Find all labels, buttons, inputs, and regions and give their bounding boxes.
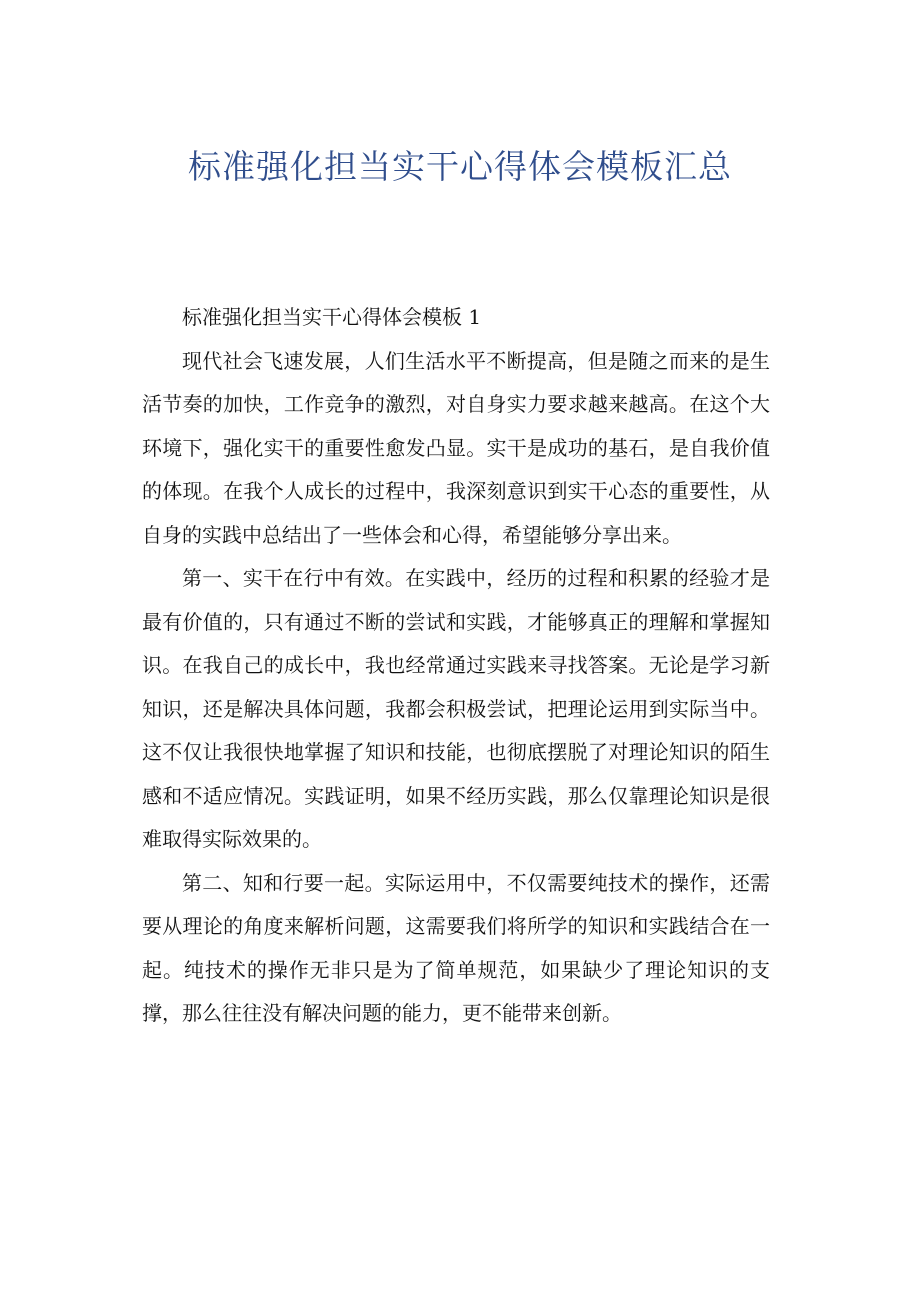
document-body (142, 296, 770, 1036)
paragraph-point-two: 第二、知和行要一起。实际运用中，不仅需要纯技术的操作，还需要从理论的角度来解析问题，这需要我们将所学的知识和实践结合在一起。纯技术的操作无非只是为了简单规范，如果缺少了理论知识的支撑，那么往往没有解决问题的能力，更不能带来创新。 (142, 870, 770, 1025)
paragraph-intro: 现代社会飞速发展，人们生活水平不断提高，但是随之而来的是生活节奏的加快，工作竞争的激烈，对自身实力要求越来越高。在这个大环境下，强化实干的重要性愈发凸显。实干是成功的基石，是自我价值的体现。在我个人成长的过程中，我深刻意识到实干心态的重要性，从自身的实践中总结出了一些体会和心得，希望能够分享出来。 (142, 348, 770, 547)
paragraph-point-one: 第一、实干在行中有效。在实践中，经历的过程和积累的经验才是最有价值的，只有通过不断的尝试和实践，才能够真正的理解和掌握知识。在我自己的成长中，我也经常通过实践来寻找答案。无论是学习新知识，还是解决具体问题，我都会积极尝试，把理论运用到实际当中。这不仅让我很快地掌握了知识和技能，也彻底摆脱了对理论知识的陌生感和不适应情况。实践证明，如果不经历实践，那么仅靠理论知识是很难取得实际效果的。 (142, 566, 770, 851)
document-title: 标准强化担当实干心得体会模板汇总 (188, 147, 732, 186)
section-heading: 标准强化担当实干心得体会模板 1 (182, 305, 482, 329)
